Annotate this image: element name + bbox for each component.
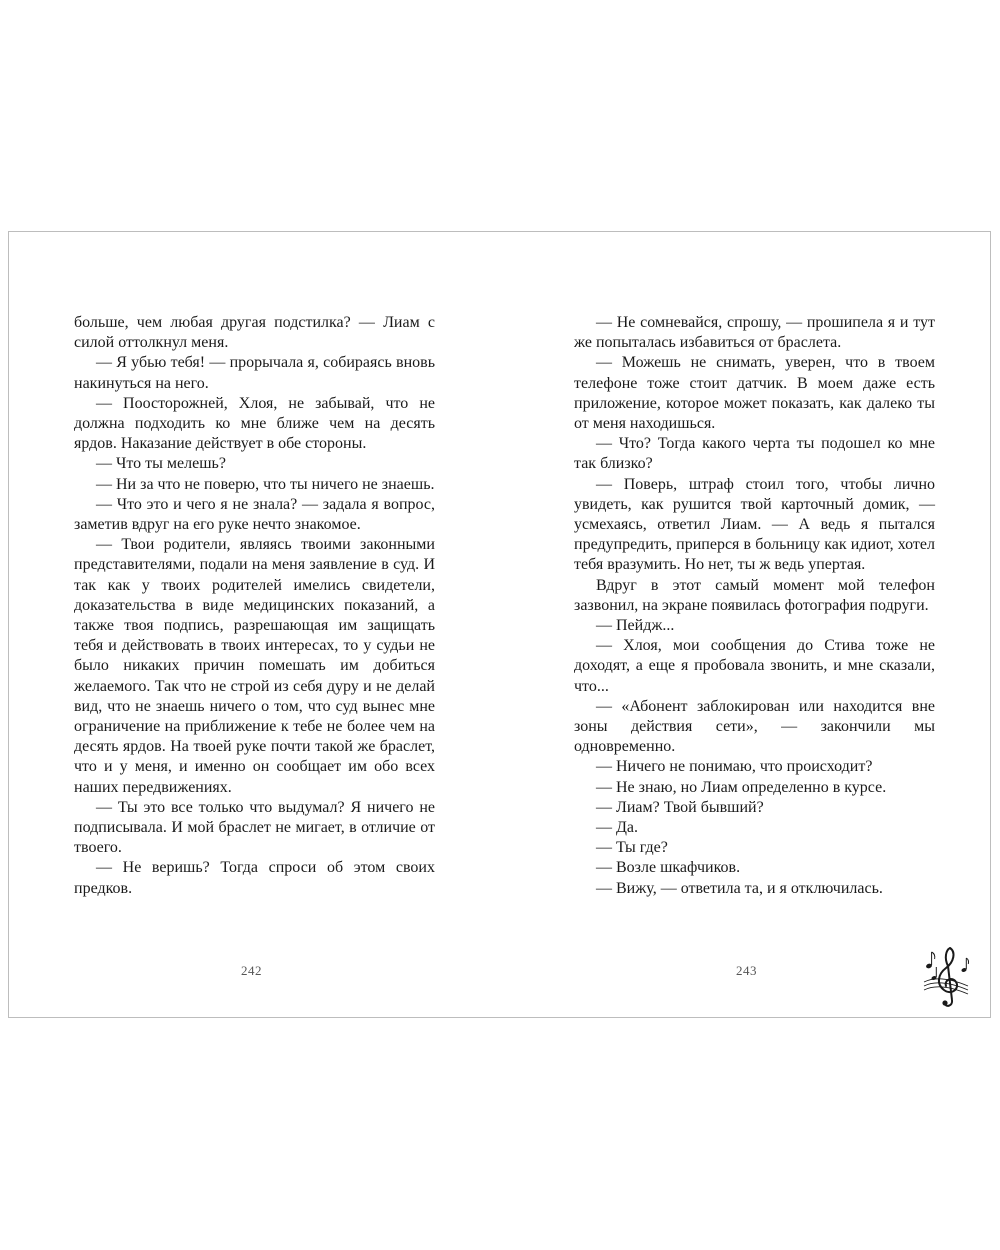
paragraph: — Не сомневайся, спрошу, — прошипела я и тут же попыталась избавиться от браслета. [574,314,935,352]
left-page-text [74,313,435,899]
paragraph: — Что ты мелешь? [96,455,226,473]
paragraph: Вдруг в этот самый момент мой телефон зазвонил, на экране появилась фотография подруги. [574,576,935,614]
paragraph: — Можешь не снимать, уверен, что в твоем телефоне тоже стоит датчик. В моем даже есть приложение, которое может показать, как далеко ты от меня находишься. [574,354,935,433]
paragraph: — Не знаю, но Лиам определенно в курсе. [596,778,887,796]
paragraph: — Что это и чего я не знала? — задала я вопрос, заметив вдруг на его руке нечто знакомое. [74,495,435,534]
paragraph: — Лиам? Твой бывший? [596,798,764,816]
paragraph: — Что? Тогда какого черта ты подошел ко мне так близко? [574,435,935,473]
paragraph: — Хлоя, мои сообщения до Стива тоже не доходят, а еще я пробовала звонить, и мне сказали, что... [574,637,935,695]
paragraph: — Я убью тебя! — прорычала я, собираясь вновь накинуться на него. [74,354,435,392]
paragraph: — Твои родители, являясь твоими законными представителями, подали на меня заявление в суд. И так как у твоих родителей имелись свидетели, доказательства в виде медицинских показаний, а также твоя подпись, разрешающая им защищать тебя и действовать в твоих интересах, то у судьи не было никаких причин помешать им добиться желаемого. Так что не строй из себя дуру и не делай вид, что не знаешь ничего о том, что суд вынес мне ограничение на приближение к тебе не более чем на десять ярдов. На твоей руке почти такой же браслет, что и у меня, и именно он сообщает им обо всех наших передвижениях. [74,536,435,796]
paragraph: — Ничего не понимаю, что происходит? [596,758,873,776]
paragraph: — Да. [596,819,639,837]
paragraph: — «Абонент заблокирован или находится вне зоны действия сети», — закончили мы одновременно. [574,697,935,756]
treble-clef-music-notes-icon [920,942,972,1012]
page-number-left: 242 [241,963,262,978]
paragraph: — Поосторожней, Хлоя, не забывай, что не должна подходить ко мне ближе чем на десять ярдов. Наказание действует в обе стороны. [74,394,435,453]
right-page [574,313,935,899]
left-page [74,313,435,899]
paragraph: — Ты это все только что выдумал? Я ничего не подписывала. И мой браслет не мигает, в отличие от твоего. [74,798,435,857]
paragraph: больше, чем любая другая подстилка? — Лиам с силой оттолкнул меня. [74,314,435,352]
paragraph: — Возле шкафчиков. [596,859,741,877]
paragraph: — Ты где? [596,839,668,857]
page-number-right: 243 [736,963,757,978]
paragraph: — Не веришь? Тогда спроси об этом своих предков. [74,859,435,897]
paragraph: — Ни за что не поверю, что ты ничего не знаешь. [96,475,435,493]
paragraph: — Пейдж... [596,617,675,635]
book-spread [8,231,991,1018]
paragraph: — Вижу, — ответила та, и я отключилась. [596,879,883,897]
paragraph: — Поверь, штраф стоил того, чтобы лично увидеть, как рушится твой карточный домик, — усмехаясь, ответил Лиам. — А ведь я пытался предупредить, приперся в больницу как идиот, хотел тебя вразумить. Но нет, ты ж ведь упертая. [574,475,935,574]
right-page-text [574,313,935,899]
